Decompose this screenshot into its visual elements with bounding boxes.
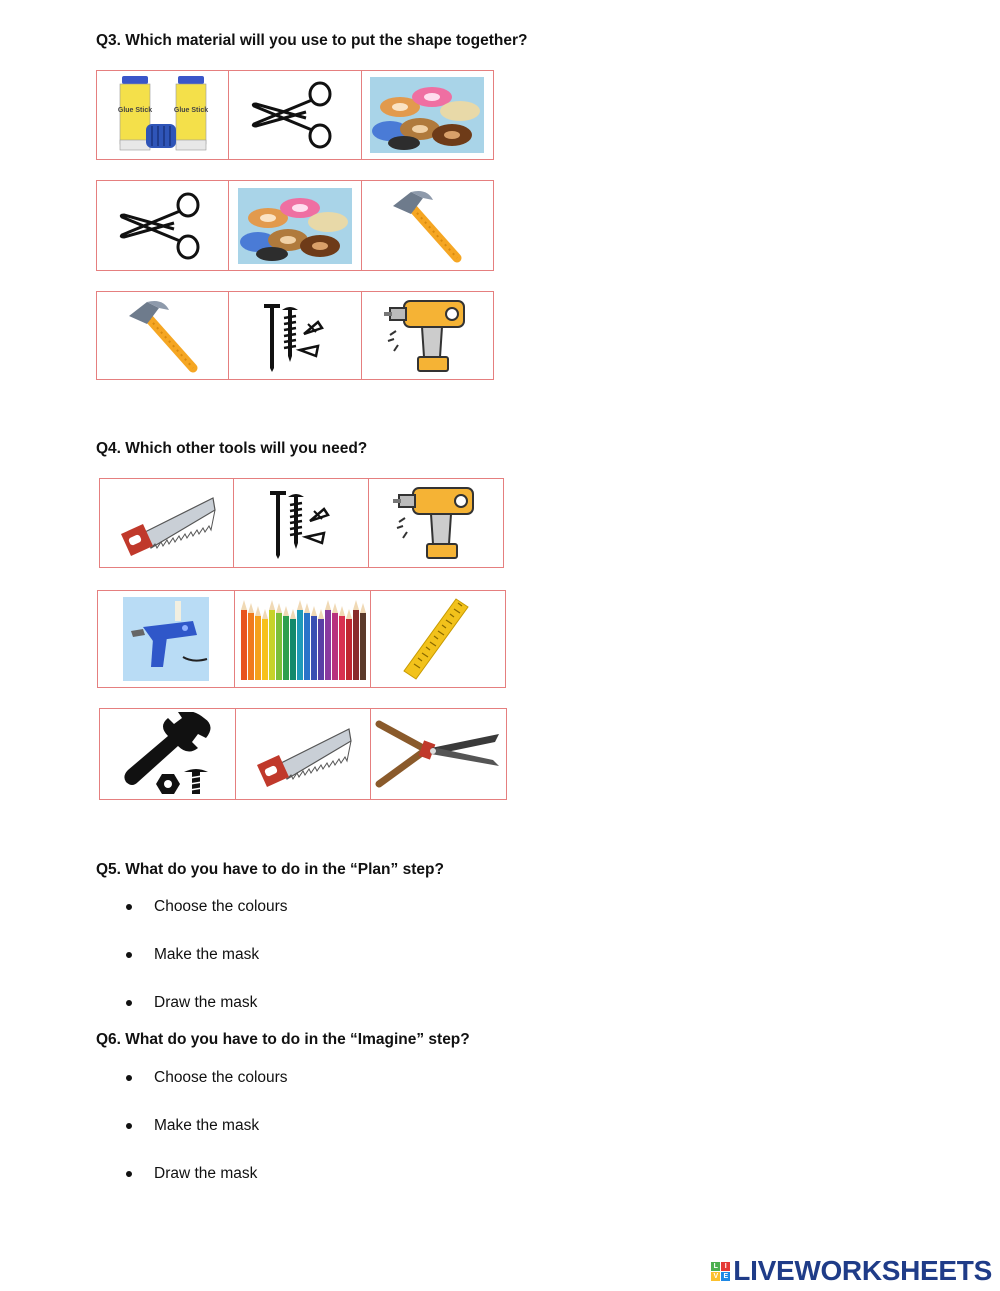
- nails-screws-icon: [266, 487, 336, 559]
- logo-tile-v: V: [711, 1272, 720, 1281]
- pencil-tip: [325, 600, 331, 610]
- q4-option-drill[interactable]: [369, 479, 503, 567]
- q3-title: Q3. Which material will you use to put the shape together?: [96, 32, 528, 49]
- q4-row-1: [99, 478, 504, 568]
- q5-option-1[interactable]: [126, 898, 288, 916]
- pencil-tip: [311, 606, 317, 616]
- nails-screws-icon: [260, 300, 330, 372]
- q5-option-2-label: Make the mask: [154, 946, 260, 963]
- logo-tile-e: E: [721, 1272, 730, 1281]
- pencil-tip: [290, 609, 296, 619]
- q3-option-nails[interactable]: [229, 292, 361, 379]
- q4-title: Q4. Which other tools will you need?: [96, 440, 368, 457]
- q3-row-1: [96, 70, 494, 160]
- q5-option-2[interactable]: [126, 946, 259, 964]
- pencil-body: [332, 613, 338, 680]
- q4-row-3: [99, 708, 507, 800]
- q6-option-3[interactable]: [126, 1165, 257, 1183]
- q3-option-tape-2[interactable]: [229, 181, 361, 270]
- scissors-icon: [118, 191, 208, 261]
- hammer-icon: [387, 188, 467, 264]
- pencil-tip: [339, 606, 345, 616]
- q5-option-3-label: Draw the mask: [154, 994, 258, 1011]
- pencil-body: [325, 610, 331, 680]
- glue-stick-label-2: Glue Stick: [173, 107, 208, 114]
- q6-option-2-label: Make the mask: [154, 1117, 260, 1134]
- q6-option-2[interactable]: [126, 1117, 259, 1135]
- wrench-bolts-icon: [118, 712, 218, 796]
- bullet-icon: [126, 1000, 132, 1006]
- pencil-body: [276, 613, 282, 680]
- q3-option-scissors-2[interactable]: [97, 181, 229, 270]
- hammer-icon: [123, 298, 203, 374]
- pencil-body: [360, 613, 366, 680]
- pencil-body: [311, 616, 317, 680]
- q6-option-3-label: Draw the mask: [154, 1165, 258, 1182]
- q5-title: Q5. What do you have to do in the “Plan” step?: [96, 861, 444, 878]
- q3-option-hammer-2[interactable]: [97, 292, 229, 379]
- pencil-tip: [255, 606, 261, 616]
- q4-option-pencils[interactable]: [235, 591, 370, 687]
- pencil-tip: [318, 609, 324, 619]
- ruler-icon: [398, 597, 478, 681]
- q3-option-tape[interactable]: [362, 71, 493, 159]
- logo-tile-i: I: [721, 1262, 730, 1271]
- pencil-tip: [241, 600, 247, 610]
- pencil-tip: [297, 600, 303, 610]
- pencil-body: [339, 616, 345, 680]
- bullet-icon: [126, 1075, 132, 1081]
- tape-rolls-icon: [238, 188, 352, 264]
- liveworksheets-logo[interactable]: [711, 1255, 992, 1287]
- q3-row-3: [96, 291, 494, 380]
- q4-option-shears[interactable]: [371, 709, 506, 799]
- q6-option-1[interactable]: [126, 1069, 288, 1087]
- pencil-body: [297, 610, 303, 680]
- pencil-tip: [262, 609, 268, 619]
- logo-mark-icon: [711, 1262, 730, 1281]
- q3-option-drill[interactable]: [362, 292, 493, 379]
- glue-stick-icon: [108, 74, 218, 156]
- pencil-tip: [353, 600, 359, 610]
- pencil-body: [353, 610, 359, 680]
- q6-option-1-label: Choose the colours: [154, 1069, 288, 1086]
- q3-option-hammer[interactable]: [362, 181, 493, 270]
- q4-row-2: [97, 590, 506, 688]
- q3-option-glue-stick[interactable]: [97, 71, 229, 159]
- q5-option-1-label: Choose the colours: [154, 898, 288, 915]
- pencil-body: [241, 610, 247, 680]
- pencil-tip: [276, 603, 282, 613]
- pencil-tip: [346, 609, 352, 619]
- pencil-tip: [269, 600, 275, 610]
- q5-option-3[interactable]: [126, 994, 257, 1012]
- bullet-icon: [126, 952, 132, 958]
- bullet-icon: [126, 904, 132, 910]
- colored-pencils-icon: [239, 596, 367, 682]
- pencil-tip: [283, 606, 289, 616]
- bullet-icon: [126, 1123, 132, 1129]
- glue-gun-icon: [123, 597, 209, 681]
- glue-stick-label: Glue Stick: [117, 107, 152, 114]
- q4-option-saw[interactable]: [100, 479, 234, 567]
- power-drill-icon: [382, 295, 472, 377]
- hand-saw-icon: [117, 488, 217, 558]
- q6-title: Q6. What do you have to do in the “Imagine” step?: [96, 1031, 470, 1048]
- q4-option-glue-gun[interactable]: [98, 591, 235, 687]
- pencil-body: [318, 619, 324, 680]
- power-drill-icon: [391, 482, 481, 564]
- q4-option-ruler[interactable]: [371, 591, 505, 687]
- pencil-tip: [332, 603, 338, 613]
- logo-text: LIVEWORKSHEETS: [733, 1255, 992, 1286]
- pencil-tip: [248, 603, 254, 613]
- q4-option-nails[interactable]: [234, 479, 368, 567]
- pencil-tip: [360, 603, 366, 613]
- pencil-body: [290, 619, 296, 680]
- q4-option-saw-2[interactable]: [236, 709, 370, 799]
- pencil-body: [248, 613, 254, 680]
- pencil-body: [346, 619, 352, 680]
- q3-row-2: [96, 180, 494, 271]
- pencil-body: [269, 610, 275, 680]
- pencil-body: [262, 619, 268, 680]
- tape-rolls-icon: [370, 77, 484, 153]
- logo-tile-l: L: [711, 1262, 720, 1271]
- q3-option-scissors[interactable]: [229, 71, 361, 159]
- bullet-icon: [126, 1171, 132, 1177]
- hand-saw-icon: [253, 719, 353, 789]
- pencil-tip: [304, 603, 310, 613]
- scissors-icon: [250, 80, 340, 150]
- pencil-body: [304, 613, 310, 680]
- q4-option-wrench[interactable]: [100, 709, 236, 799]
- hedge-shears-icon: [373, 714, 503, 794]
- pencil-body: [283, 616, 289, 680]
- pencil-body: [255, 616, 261, 680]
